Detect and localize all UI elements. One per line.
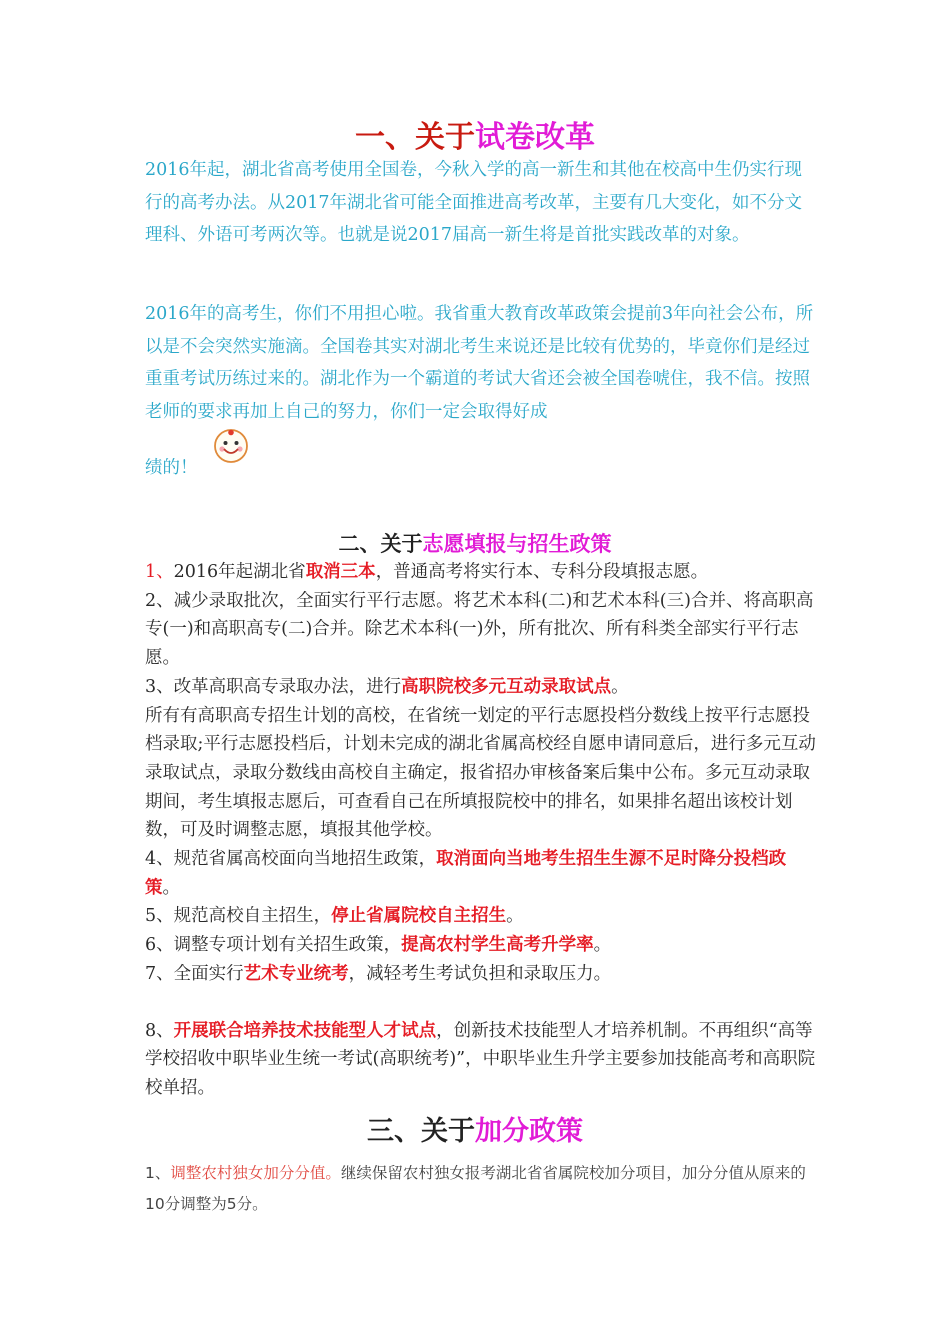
section3-item1-number: 1、 [145,1164,171,1182]
item6-text-a: 6、调整专项计划有关招生政策， [145,935,402,956]
item8-emphasis: 开展联合培养技术技能型人才试点 [173,1020,437,1041]
item8-text-b: ，创新技术技能型人才培养机制。不再组织“高等学校招收中职毕业生统一考试(高职统考)”，中职毕业生升学主要参加技能高考和高职院校单招。 [145,1020,816,1098]
section3-item1-text: 继续保留农村独女报考湖北省省属院校加分项目，加分分值从原来的10分调整为5分。 [145,1164,806,1213]
item5-text-a: 5、规范高校自主招生， [145,906,332,927]
section2-heading [0,529,950,559]
section1-paragraph-2: 2016年的高考生，你们不用担心啦。我省重大教育改革政策会提前3年向社会公布，所以是不会突然实施滴。全国卷其实对湖北考生来说还是比较有优势的，毕竟你们是经过重重考试历练过来的。湖北作为一个霸道的考试大省还会被全国卷唬住，我不信。按照老师的要求再加上自己的努力，你们一定会取得好成 [145,304,814,422]
item1-emphasis: 取消三本 [305,562,376,582]
item3-text-b: 。 [611,676,629,697]
section3-heading-highlight: 加分政策 [475,1116,583,1147]
section1-paragraph-2-end: 绩的！ [145,458,198,478]
list-item [145,1017,817,1103]
item3-text-a: 3、改革高职高专录取办法，进行 [145,676,402,697]
item4-emphasis: 取消面向当地考生招生生源不足时降分投档政策 [145,849,787,898]
item8-text-a: 8、 [145,1020,174,1041]
item3-detail: 所有有高职高专招生计划的高校，在省统一划定的平行志愿投档分数线上按平行志愿投档录取;平行志愿投档后，计划未完成的湖北省属高校经自愿申请同意后，进行多元互动录取试点，录取分数线由高校自主确定，报省招办审核备案后集中公布。多元互动录取期间，考生填报志愿后，可查看自己在所填报院校中的排名，如果排名超出该校计划数，可及时调整志愿，填报其他学校。 [145,705,816,841]
item4-text-b: 。 [162,877,180,898]
section3-heading-prefix: 三、关于 [367,1116,475,1147]
section2-heading-prefix: 二、关于 [338,532,423,556]
list-item: 2、减少录取批次，全面实行平行志愿。将艺术本科(二)和艺术本科(三)合并、将高职高专(一)和高职高专(二)合并。除艺术本科(一)外，所有批次、所有科类全部实行平行志愿。 [145,590,814,669]
section3-heading [0,1114,950,1150]
item1-number: 1、 [145,562,174,582]
section1-paragraph-1: 2016年起，湖北省高考使用全国卷，今秋入学的高一新生和其他在校高中生仍实行现行的高考办法。从2017年湖北省可能全面推进高考改革，主要有几大变化，如不分文理科、外语可考两次等。也就是说2017届高一新生将是首批实践改革的对象。 [145,160,803,245]
item5-text-b: 。 [506,906,524,927]
item4-text-a: 4、规范省属高校面向当地招生政策， [145,849,437,870]
spacer [145,989,817,1017]
section1-heading [0,118,950,158]
item6-emphasis: 提高农村学生高考升学率 [401,935,594,956]
section1-heading-prefix: 一、关于 [355,120,475,155]
item7-emphasis: 艺术专业统考 [243,963,349,984]
list-item [145,931,817,960]
section3-item1-emphasis: 调整农村独女加分分值。 [170,1164,341,1182]
list-item [145,902,817,931]
item1-text-a: 2016年起湖北省 [173,562,306,582]
section1-heading-highlight: 试卷改革 [475,120,595,155]
list-item [145,673,817,702]
list-item [145,960,817,989]
item5-emphasis: 停止省属院校自主招生 [331,906,507,927]
section3-item-1 [145,1158,817,1220]
item7-text-a: 7、全面实行 [145,963,244,984]
item7-text-b: ，减轻考生考试负担和录取压力。 [348,963,612,984]
item3-emphasis: 高职院校多元互动录取试点 [401,676,612,697]
section2-list [145,558,817,1103]
list-item [145,558,817,587]
item1-text-b: ，普通高考将实行本、专科分段填报志愿。 [375,562,709,582]
list-item [145,845,817,902]
item6-text-b: 。 [593,935,612,956]
section2-heading-highlight: 志愿填报与招生政策 [422,532,612,556]
